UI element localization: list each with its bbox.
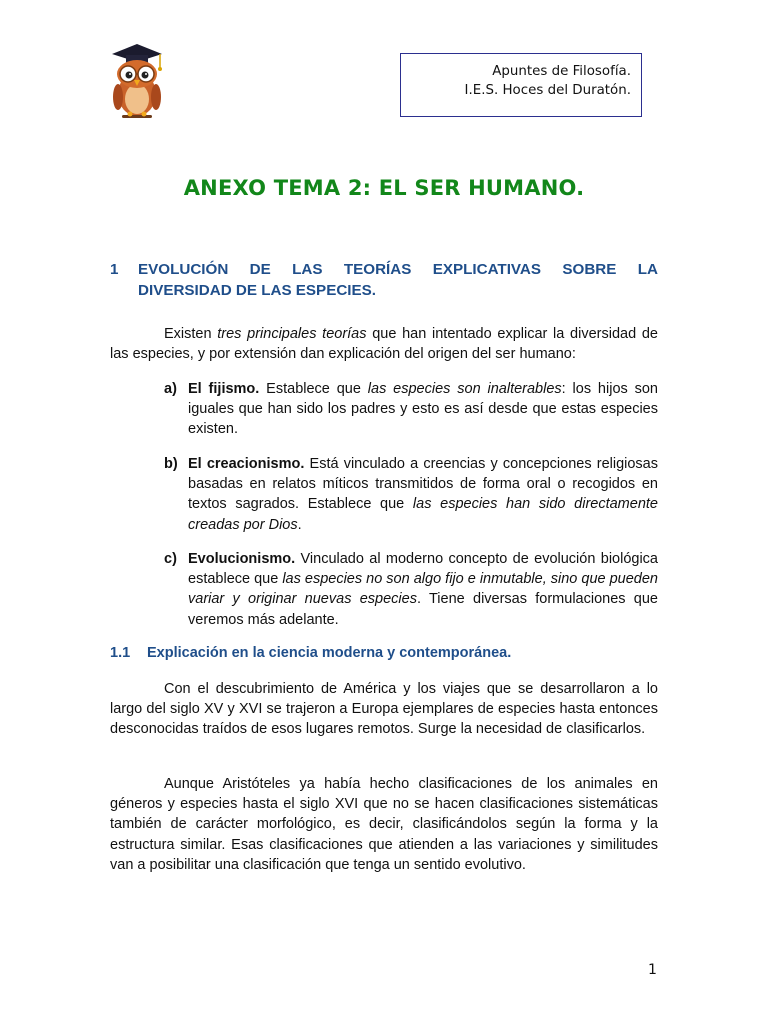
section-heading-1-1	[110, 645, 511, 661]
section-heading-1	[110, 259, 658, 301]
list-item-label: a)	[164, 381, 177, 397]
subsection-number: 1.1	[110, 645, 131, 661]
list-item-term: El creacionismo.	[188, 456, 305, 472]
list-item-label: b)	[164, 456, 178, 472]
list-item-term: El fijismo.	[188, 381, 260, 397]
list-item: b) El creacionismo. Está vinculado a creencias y concepciones religiosas basadas en relatos míticos transmitidos de forma oral o recogidos en textos sagrados. Establece que las especies han sido directamente creadas por Dios.	[164, 456, 658, 533]
list-item: a) El fijismo. Establece que las especies son inalterables: los hijos son iguales que han sido los padres y esto es así desde que estas especies existen.	[164, 381, 658, 438]
header-line-subject: Apuntes de Filosofía.	[492, 64, 631, 79]
owl-graduate-icon	[108, 42, 166, 122]
emphasis: tres principales teorías	[217, 326, 367, 342]
header-line-school: I.E.S. Hoces del Duratón.	[464, 83, 631, 98]
section-title-line1: EVOLUCIÓN DE LAS TEORÍAS EXPLICATIVAS SOBRE LA	[138, 261, 658, 278]
list-item-label: c)	[164, 551, 177, 567]
body-paragraph: Con el descubrimiento de América y los viajes que se desarrollaron a lo largo del siglo XV y XVI se trajeron a Europa ejemplares de especies hasta entonces desconocidas traídos de esos lugares remotos. Surge la necesidad de clasificarlos.	[110, 681, 658, 738]
section-number: 1	[110, 261, 119, 278]
list-item-term: Evolucionismo.	[188, 551, 296, 567]
subsection-title: Explicación en la ciencia moderna y contemporánea.	[147, 645, 512, 661]
intro-paragraph: Existen tres principales teorías que han intentado explicar la diversidad de las especies, y por extensión dan explicación del origen del ser humano:	[110, 326, 658, 363]
section-title-line2: DIVERSIDAD DE LAS ESPECIES.	[138, 282, 376, 299]
list-item: c) Evolucionismo. Vinculado al moderno concepto de evolución biológica establece que las especies no son algo fijo e inmutable, sino que pueden variar y originar nuevas especies. Tiene diversas formulaciones que veremos más adelante.	[164, 551, 658, 628]
body-paragraph: Aunque Aristóteles ya había hecho clasificaciones de los animales en géneros y especies hasta el siglo XVI que no se hacen clasificaciones sistemáticas también de carácter morfológico, es decir, clasificándolos según la forma y la estructura similar. Esas clasificaciones que atienden a las variaciones y similitudes van a posibilitar una clasificación que tenga un sentido evolutivo.	[110, 776, 658, 873]
header-box	[400, 53, 642, 117]
page-number: 1	[648, 962, 657, 978]
page-title: ANEXO TEMA 2: EL SER HUMANO.	[183, 176, 585, 200]
